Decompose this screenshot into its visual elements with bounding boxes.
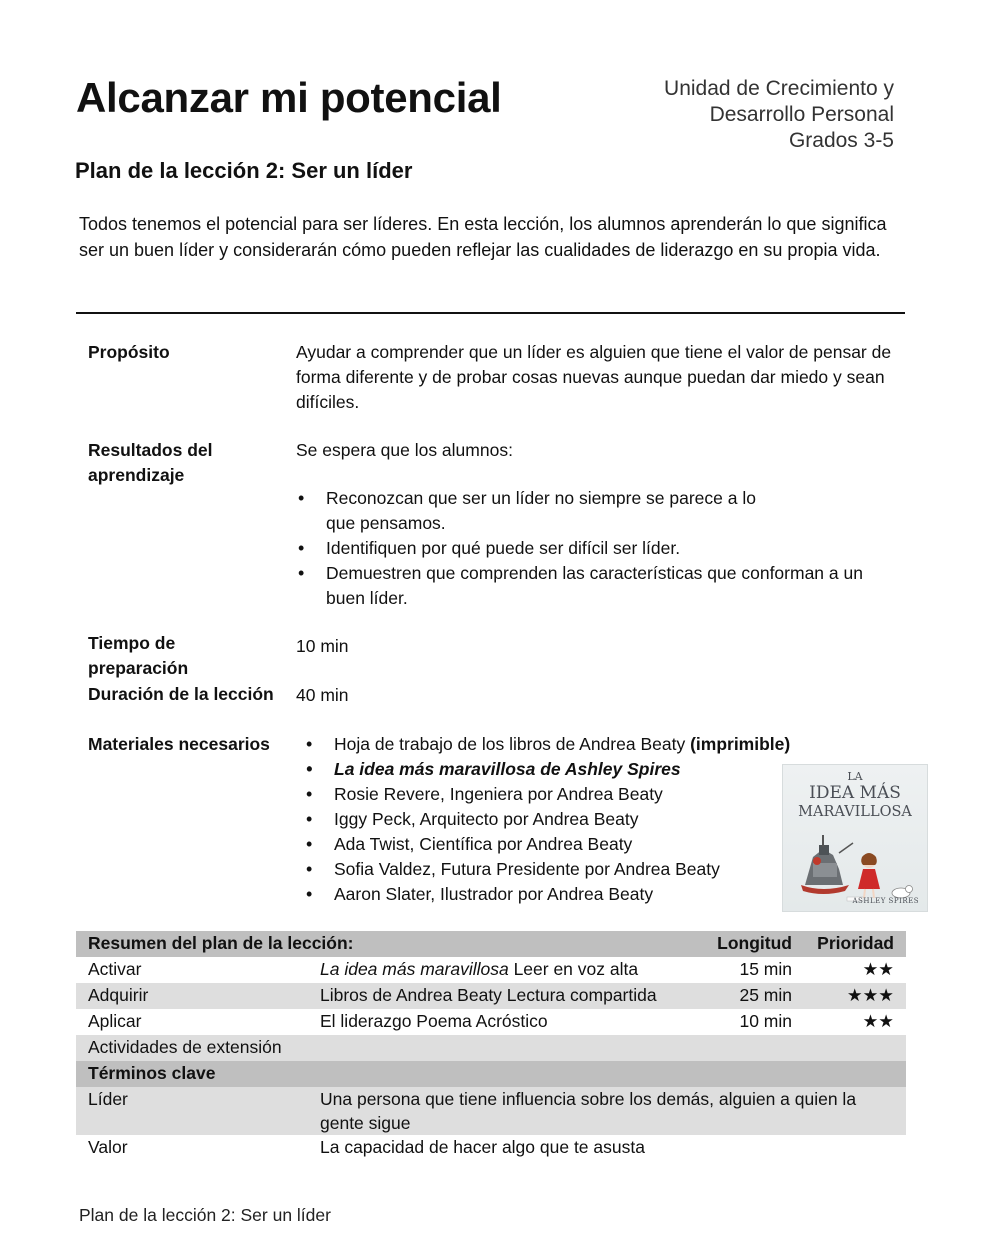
list-item: • La idea más maravillosa de Ashley Spires xyxy=(304,757,784,782)
book-cover-title-line: IDEA MÁS xyxy=(809,783,901,803)
phase-cell: Activar xyxy=(88,959,142,979)
book-cover-title-line: LA xyxy=(847,770,863,783)
book-cover-illustration xyxy=(783,765,927,911)
definition-cell: Una persona que tiene influencia sobre los demás, alguien a quien la gente sigue xyxy=(308,1087,906,1135)
activity-text: Leer en voz alta xyxy=(508,959,639,979)
priority-stars: ★★ xyxy=(862,1011,894,1031)
purpose-text: Ayudar a comprender que un líder es alguien que tiene el valor de pensar de forma diferente y de probar cosas nuevas aunque puedan dar miedo y sean difíciles. xyxy=(296,342,892,412)
prep-time-label: Tiempo de preparación xyxy=(88,633,189,678)
table-header-row xyxy=(76,1061,906,1087)
activity-text: Libros de Andrea Beaty Lectura compartida xyxy=(320,985,657,1005)
materials-list xyxy=(304,732,791,907)
table-row xyxy=(76,1035,906,1061)
duration-value: 40 min xyxy=(296,685,349,705)
activity-title: La idea más maravillosa xyxy=(320,959,509,979)
priority-stars: ★★★ xyxy=(802,983,906,1009)
table-row xyxy=(76,1087,906,1135)
list-item xyxy=(304,732,791,757)
purpose-label: Propósito xyxy=(88,342,170,362)
list-item: • Demuestren que comprenden las características que conforman a un buen líder. xyxy=(296,561,896,611)
grade-line: Grados 3-5 xyxy=(788,129,894,152)
page-footer: Plan de la lección 2: Ser un líder xyxy=(79,1205,331,1225)
lesson-summary-table xyxy=(76,931,906,1161)
length-cell: 10 min xyxy=(739,1011,792,1031)
table-row xyxy=(76,983,906,1009)
unit-line: Desarrollo Personal xyxy=(709,103,894,126)
unit-label xyxy=(664,76,894,154)
printable-tag: (imprimible) xyxy=(690,734,791,754)
length-cell: 15 min xyxy=(739,959,792,979)
priority-stars: ★★ xyxy=(862,959,894,979)
list-item: • Sofia Valdez, Futura Presidente por Andrea Beaty xyxy=(304,857,784,882)
phase-cell: Adquirir xyxy=(76,983,308,1009)
table-row xyxy=(76,1135,906,1161)
table-header-row xyxy=(76,931,906,957)
book-cover-image xyxy=(782,764,928,912)
list-item: • Aaron Slater, Ilustrador por Andrea Beaty xyxy=(304,882,784,907)
priority-header: Prioridad xyxy=(802,931,906,957)
prep-time-value: 10 min xyxy=(296,636,349,656)
key-terms-header: Términos clave xyxy=(76,1061,906,1087)
term-cell: Líder xyxy=(76,1087,308,1135)
unit-line: Unidad de Crecimiento y xyxy=(664,77,894,100)
table-row xyxy=(76,957,906,983)
outcomes-intro: Se espera que los alumnos: xyxy=(296,440,513,460)
outcomes-list xyxy=(296,486,896,611)
phase-cell: Aplicar xyxy=(88,1011,142,1031)
divider xyxy=(76,312,905,314)
length-cell: 25 min xyxy=(690,983,802,1009)
term-cell: Valor xyxy=(88,1137,128,1157)
extension-activities: Actividades de extensión xyxy=(76,1035,906,1061)
table-row xyxy=(76,1009,906,1035)
list-item: • Rosie Revere, Ingeniera por Andrea Beaty xyxy=(304,782,784,807)
book-cover-author: ASHLEY SPIRES xyxy=(852,897,919,905)
summary-title: Resumen del plan de la lección: xyxy=(76,931,690,957)
book-cover-title-line: MARAVILLOSA xyxy=(798,804,912,820)
materials-label: Materiales necesarios xyxy=(88,734,270,754)
definition-cell: La capacidad de hacer algo que te asusta xyxy=(320,1137,645,1157)
outcomes-label: Resultados del aprendizaje xyxy=(88,440,213,485)
lesson-subtitle: Plan de la lección 2: Ser un líder xyxy=(75,158,413,183)
list-item: • Ada Twist, Científica por Andrea Beaty xyxy=(304,832,784,857)
intro-paragraph: Todos tenemos el potencial para ser líderes. En esta lección, los alumnos aprenderán lo que significa ser un buen líder y considerarán cómo pueden reflejar las cualidades de liderazgo en su propia vida. xyxy=(79,214,887,260)
material-text: Hoja de trabajo de los libros de Andrea Beaty xyxy=(334,734,691,754)
activity-cell xyxy=(308,1009,690,1035)
list-item: • Reconozcan que ser un líder no siempre se parece a lo que pensamos. xyxy=(296,486,786,536)
duration-label: Duración de la lección xyxy=(88,684,274,704)
activity-text: El liderazgo Poema Acróstico xyxy=(320,1011,548,1031)
page-title: Alcanzar mi potencial xyxy=(76,74,502,121)
length-header: Longitud xyxy=(690,931,802,957)
list-item: • Iggy Peck, Arquitecto por Andrea Beaty xyxy=(304,807,784,832)
activity-cell xyxy=(308,983,690,1009)
list-item: • Identifiquen por qué puede ser difícil ser líder. xyxy=(296,536,896,561)
activity-cell xyxy=(308,957,690,983)
